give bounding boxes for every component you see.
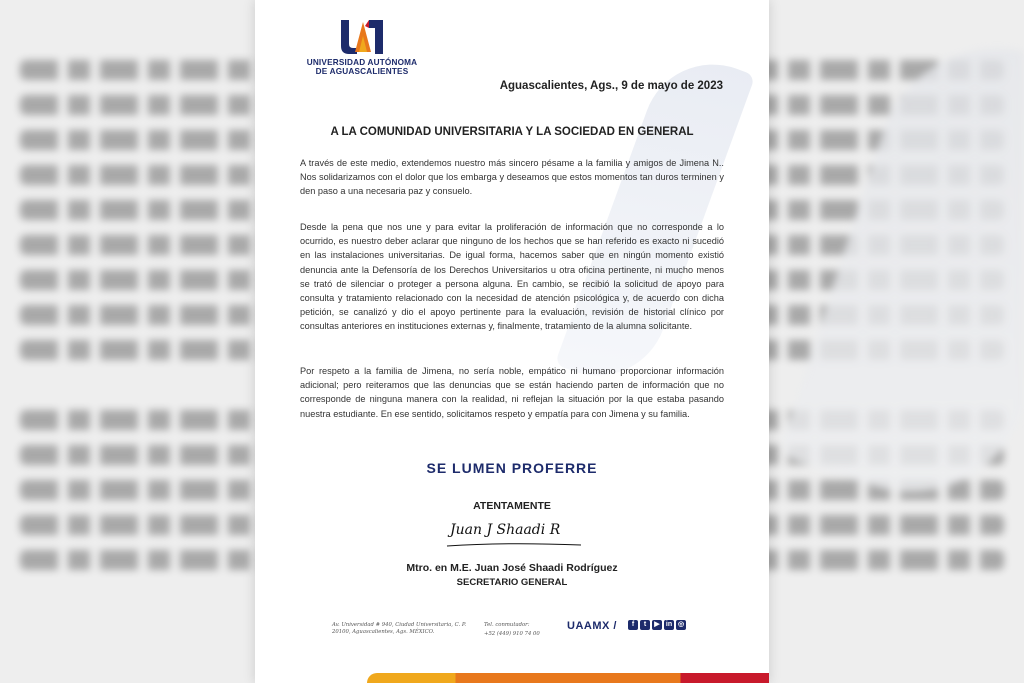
- university-motto: SE LUMEN PROFERRE: [426, 460, 598, 476]
- facebook-icon[interactable]: f: [628, 620, 638, 630]
- twitter-icon[interactable]: t: [640, 620, 650, 630]
- linkedin-icon[interactable]: in: [665, 621, 673, 628]
- handwritten-signature: Juan J Shaadi R: [450, 522, 561, 538]
- signer-title: SECRETARIO GENERAL: [456, 577, 568, 588]
- signer-name: Mtro. en M.E. Juan José Shaadi Rodríguez: [406, 562, 618, 574]
- university-emblem-icon: [335, 16, 389, 56]
- closing: ATENTAMENTE: [473, 500, 551, 512]
- paragraph-respect: Por respeto a la familia de Jimena, no sería noble, empático ni humano proporcionar información adicional; pero reiteramos que las denuncias que se están haciendo parten de información que no corresponde de ninguna manera con la realidad, ni reflejan la situación por la que estaba pasando nuestra estudiante. En ese sentido, solicitamos respeto y empatía para con Jimena y su familia.: [300, 366, 724, 419]
- university-name-line2: DE AGUASCALIENTES: [315, 67, 409, 76]
- paragraph-clarification: Desde la pena que nos une y para evitar la proliferación de información que no corresponde a lo ocurrido, es nuestro deber aclarar que ninguno de los hechos que se han referido es exacto ni sucedió en las instalaciones universitarias. De igual forma, hacemos saber que en ningún momento existió denuncia ante la Defensoría de los Derechos Universitarios u otra oficina pertinente, ni mucho menos se trató de silenciar o proteger a persona alguna. En cambio, se recibió la solicitud de apoyo para consulta y tratamiento relacionado con la necesidad de atención psicológica y, de acuerdo con dicha petición, se canalizó y dio el apoyo pertinente para la evaluación, revisión de historial clínico por consultas anteriores en instituciones externas y, finalmente, tratamiento de la alumna solicitante.: [300, 222, 724, 332]
- footer-social-handle: UAAMX /: [567, 620, 617, 632]
- footer-address: Av. Universidad # 940, Ciudad Universitaria, C. P. 20100, Aguascalientes, Ags. MÉXICO.: [332, 622, 467, 635]
- university-name-line1: UNIVERSIDAD AUTÓNOMA: [306, 58, 418, 67]
- footer-phone-label: Tel. conmutador:: [484, 622, 530, 628]
- youtube-icon[interactable]: ▶: [652, 620, 662, 630]
- brand-color-stripe: [367, 673, 769, 683]
- paragraph-condolences: A través de este medio, extendemos nuestro más sincero pésame a la familia y amigos de Jimena N.. Nos solidarizamos con el dolor que los embarga y deseamos que estos momentos tan duros terminen y den paso a una necesaria paz y consuelo.: [300, 158, 724, 197]
- letter-date: Aguascalientes, Ags., 9 de mayo de 2023: [499, 80, 723, 92]
- letter-page: [255, 0, 769, 683]
- footer-phone: +52 (449) 910 74 00: [484, 631, 540, 637]
- letter-heading: A LA COMUNIDAD UNIVERSITARIA Y LA SOCIEDAD EN GENERAL: [330, 126, 694, 138]
- social-icons: [628, 620, 686, 630]
- instagram-icon[interactable]: ◎: [677, 621, 685, 628]
- signature-underline: [445, 540, 585, 550]
